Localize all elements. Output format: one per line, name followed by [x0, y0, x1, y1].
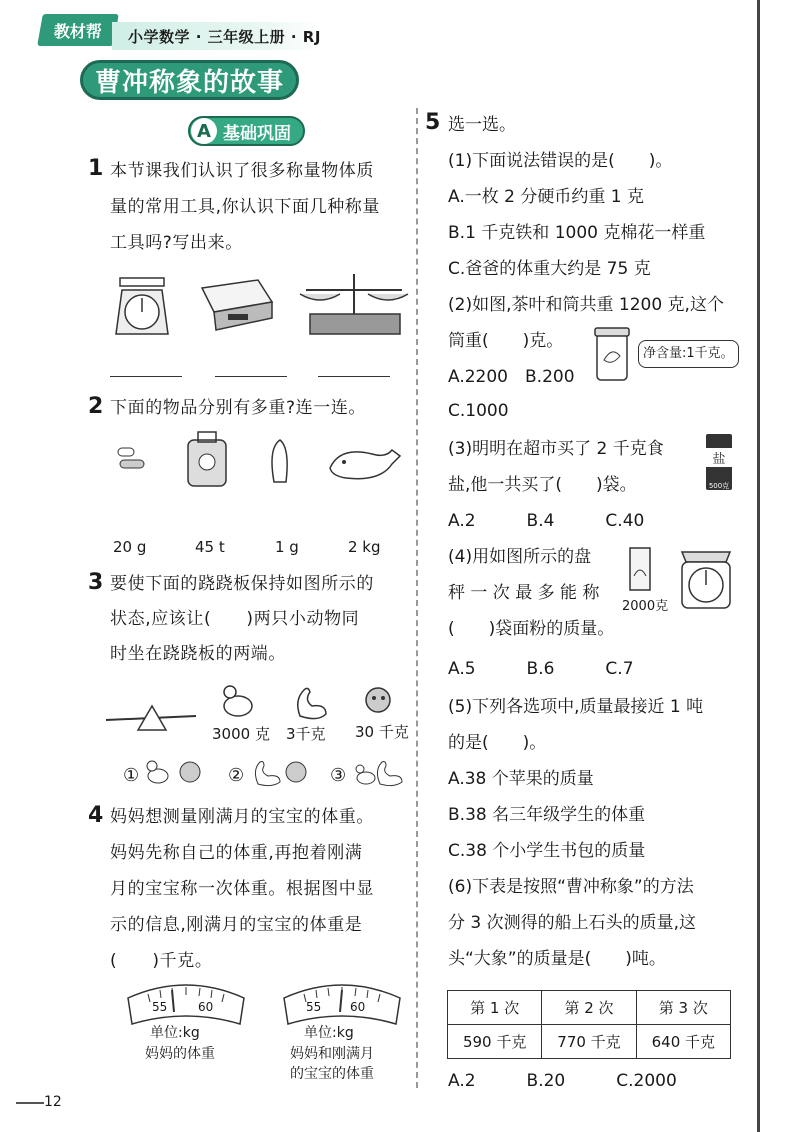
- q2-weight-1: 20 g: [113, 538, 147, 556]
- q5-4-options[interactable]: A.5 B.6 C.7: [448, 659, 634, 679]
- q5-title: 选一选。: [448, 115, 516, 135]
- q5-1-stem: (1)下面说法错误的是( )。: [448, 151, 673, 171]
- q4-line-4: 示的信息,刚满月的宝宝的体重是: [110, 915, 363, 935]
- seesaw-icon: [106, 706, 196, 730]
- table-header-cell: 第 1 次: [448, 991, 542, 1025]
- goose-icon: [255, 762, 280, 786]
- q5-5-option-c[interactable]: C.38 个小学生书包的质量: [448, 841, 646, 861]
- suitcase-icon: [188, 432, 226, 486]
- scale2-tick-60: 60: [350, 1000, 366, 1014]
- q5-3-stem-1: (3)明明在超市买了 2 千克食: [448, 439, 664, 459]
- q1-line-2: 量的常用工具,你认识下面几种称量: [110, 197, 381, 217]
- footer-mark: [16, 1102, 44, 1104]
- q2-weight-3: 1 g: [275, 538, 299, 556]
- q1-line-1: 本节课我们认识了很多称量物体质: [110, 161, 374, 181]
- pills-icon: [118, 448, 144, 468]
- q4-line-2: 妈妈先称自己的体重,再抱着刚满: [110, 843, 363, 863]
- dial-scale-icon: [116, 278, 168, 334]
- q5-5-stem-1: (5)下列各选项中,质量最接近 1 吨: [448, 697, 704, 717]
- scale1-tick-55: 55: [152, 1000, 168, 1014]
- q3-weight-dog: 30 千克: [355, 723, 409, 741]
- question-1-number: 1: [88, 156, 104, 181]
- q1-answer-blank-2[interactable]: [215, 376, 287, 377]
- q3-line-3: 时坐在跷跷板的两端。: [110, 644, 286, 664]
- q3-weight-goose: 3千克: [286, 725, 326, 743]
- dog-icon: [286, 762, 306, 782]
- scale2-caption-line-1: 妈妈和刚满月: [290, 1046, 374, 1062]
- q5-1-option-c[interactable]: C.爸爸的体重大约是 75 克: [448, 259, 651, 279]
- q4-line-3: 月的宝宝称一次体重。根据图中显: [110, 879, 374, 899]
- section-label: 基础巩固: [223, 123, 291, 144]
- table-row: [448, 991, 731, 1025]
- q5-4-stem-1: (4)用如图所示的盘: [448, 547, 592, 567]
- scale2-caption-line-2: 的宝宝的体重: [290, 1066, 374, 1082]
- q1-tools-illustration: [110, 270, 410, 350]
- section-tag: [188, 116, 305, 146]
- q5-3-stem-2: 盐,他一共买了( )袋。: [448, 475, 637, 495]
- salt-bag-icon: [706, 434, 732, 490]
- q5-1-option-b[interactable]: B.1 千克铁和 1000 克棉花一样重: [448, 223, 706, 243]
- scale1-unit: 单位:kg: [150, 1025, 200, 1041]
- q5-2-stem-2: 筒重( )克。: [448, 331, 564, 351]
- scale-dial-mother-baby: [282, 978, 402, 1028]
- tea-canister-icon: [594, 326, 630, 384]
- balance-scale-icon: [300, 274, 408, 334]
- question-4-number: 4: [88, 803, 104, 828]
- q3-option-animals: [140, 754, 410, 790]
- q4-line-1: 妈妈想测量刚满月的宝宝的体重。: [110, 807, 374, 827]
- page-edge: [757, 0, 760, 1132]
- q1-answer-blank-3[interactable]: [318, 376, 390, 377]
- q5-3-options[interactable]: A.2 B.4 C.40: [448, 511, 645, 531]
- column-divider: [416, 108, 418, 1088]
- table-cell: 590 千克: [448, 1025, 542, 1059]
- duck-icon: [224, 686, 252, 716]
- stones-table: [447, 990, 731, 1059]
- q3-option-3[interactable]: ③: [330, 765, 347, 786]
- q5-5-stem-2: 的是( )。: [448, 733, 547, 753]
- q5-5-option-b[interactable]: B.38 名三年级学生的体重: [448, 805, 646, 825]
- q3-line-2: 状态,应该让( )两只小动物同: [110, 609, 360, 629]
- lesson-title: 曹冲称象的故事: [80, 60, 299, 100]
- section-letter: A: [191, 118, 217, 144]
- q5-2-stem-1: (2)如图,茶叶和筒共重 1200 克,这个: [448, 295, 724, 315]
- salt-bag-weight: 500克: [708, 482, 730, 490]
- q3-option-1[interactable]: ①: [123, 765, 140, 786]
- q5-1-option-a[interactable]: A.一枚 2 分硬币约重 1 克: [448, 187, 644, 207]
- brand-tag: 教材帮: [37, 14, 119, 46]
- dog-icon: [180, 762, 200, 782]
- iron-icon: [272, 440, 287, 482]
- q5-4-stem-3: ( )袋面粉的质量。: [448, 619, 615, 639]
- subject-label: 小学数学 · 三年级上册 · RJ: [128, 28, 321, 46]
- q2-weight-2: 45 t: [195, 538, 225, 556]
- q1-answer-blank-1[interactable]: [110, 376, 182, 377]
- q5-6-stem-2: 分 3 次测得的船上石头的质量,这: [448, 913, 697, 933]
- q3-weight-duck: 3000 克: [212, 725, 270, 743]
- duck-icon: [147, 761, 168, 783]
- scale2-unit: 单位:kg: [304, 1025, 354, 1041]
- scale-dial-mother: [126, 978, 246, 1028]
- flour-bag-weight: 2000克: [622, 599, 669, 614]
- q1-line-3: 工具吗?写出来。: [110, 233, 243, 253]
- q5-6-stem-3: 头“大象”的质量是( )吨。: [448, 949, 666, 969]
- q3-option-2[interactable]: ②: [228, 765, 245, 786]
- question-5-number: 5: [425, 110, 441, 135]
- scale1-caption: 妈妈的体重: [145, 1046, 215, 1062]
- page-number: 12: [44, 1094, 62, 1110]
- q5-6-options[interactable]: A.2 B.20 C.2000: [448, 1071, 677, 1091]
- question-3-number: 3: [88, 570, 104, 595]
- q5-2-options-ab[interactable]: A.2200 B.200: [448, 367, 575, 387]
- q5-4-stem-2: 秤 一 次 最 多 能 称: [448, 583, 600, 603]
- q5-2-option-c[interactable]: C.1000: [448, 401, 509, 421]
- flour-bag-icon: [628, 546, 652, 594]
- whale-icon: [330, 450, 400, 479]
- table-header-cell: 第 2 次: [542, 991, 636, 1025]
- q2-weight-4: 2 kg: [348, 538, 381, 556]
- scale1-tick-60: 60: [198, 1000, 214, 1014]
- salt-bag-label: 盐: [706, 448, 732, 467]
- table-header-cell: 第 3 次: [636, 991, 730, 1025]
- goose-icon: [377, 762, 402, 786]
- q5-5-option-a[interactable]: A.38 个苹果的质量: [448, 769, 594, 789]
- platform-scale-icon: [676, 544, 736, 612]
- table-cell: 770 千克: [542, 1025, 636, 1059]
- table-row: [448, 1025, 731, 1059]
- dog-icon: [366, 688, 390, 712]
- q2-items-illustration: [110, 428, 410, 498]
- electronic-scale-icon: [202, 280, 272, 330]
- question-2-number: 2: [88, 394, 104, 419]
- q2-line-1: 下面的物品分别有多重?连一连。: [110, 398, 367, 418]
- q4-line-5: ( )千克。: [110, 951, 213, 971]
- q3-line-1: 要使下面的跷跷板保持如图所示的: [110, 574, 374, 594]
- goose-icon: [298, 688, 326, 718]
- scale2-tick-55: 55: [306, 1000, 322, 1014]
- duck-icon: [356, 765, 375, 784]
- q5-6-stem-1: (6)下表是按照“曹冲称象”的方法: [448, 877, 694, 897]
- tea-net-weight-label: 净含量:1千克。: [638, 340, 739, 368]
- table-cell: 640 千克: [636, 1025, 730, 1059]
